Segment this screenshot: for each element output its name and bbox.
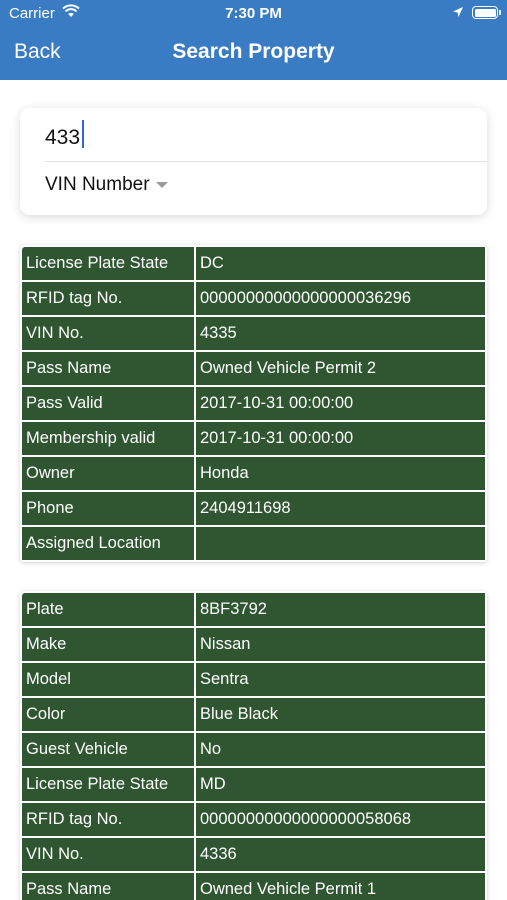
row-value: Nissan	[196, 628, 485, 661]
row-value: 2404911698	[196, 492, 485, 525]
search-input[interactable]	[45, 122, 465, 154]
result-table	[20, 591, 487, 900]
row-label: Membership valid	[22, 422, 194, 455]
row-value: 2017-10-31 00:00:00	[196, 387, 485, 420]
table-row	[22, 873, 485, 900]
row-value: 00000000000000000058068	[196, 803, 485, 836]
location-arrow-icon	[452, 5, 464, 22]
row-value: Owned Vehicle Permit 1	[196, 873, 485, 900]
row-label: Pass Name	[22, 352, 194, 385]
table-row	[22, 803, 485, 836]
row-label: Plate	[22, 593, 194, 626]
table-row	[22, 698, 485, 731]
row-value: 00000000000000000036296	[196, 282, 485, 315]
row-value: Sentra	[196, 663, 485, 696]
table-row	[22, 352, 485, 385]
row-label: License Plate State	[22, 247, 194, 280]
row-label: VIN No.	[22, 317, 194, 350]
table-row	[22, 247, 485, 280]
row-value: DC	[196, 247, 485, 280]
search-field-dropdown[interactable]	[45, 174, 168, 196]
top-bar	[0, 0, 507, 80]
row-label: RFID tag No.	[22, 803, 194, 836]
dropdown-arrow-icon	[156, 182, 168, 188]
search-field-label: VIN Number	[45, 174, 150, 195]
row-value	[196, 527, 485, 560]
row-label: License Plate State	[22, 768, 194, 801]
row-label: RFID tag No.	[22, 282, 194, 315]
table-row	[22, 457, 485, 490]
status-bar	[0, 0, 507, 28]
row-value: 8BF3792	[196, 593, 485, 626]
row-label: Make	[22, 628, 194, 661]
row-label: VIN No.	[22, 838, 194, 871]
row-label: Guest Vehicle	[22, 733, 194, 766]
row-value: Owned Vehicle Permit 2	[196, 352, 485, 385]
row-label: Owner	[22, 457, 194, 490]
row-value: MD	[196, 768, 485, 801]
table-row	[22, 628, 485, 661]
table-row	[22, 733, 485, 766]
row-value: Honda	[196, 457, 485, 490]
text-cursor	[82, 120, 84, 148]
table-row	[22, 422, 485, 455]
table-row	[22, 663, 485, 696]
search-card	[20, 108, 487, 215]
table-row	[22, 593, 485, 626]
row-value: 4336	[196, 838, 485, 871]
clock: 7:30 PM	[225, 5, 282, 22]
result-card	[20, 591, 487, 900]
table-row	[22, 768, 485, 801]
row-label: Color	[22, 698, 194, 731]
table-row	[22, 527, 485, 560]
back-button[interactable]: Back	[14, 40, 61, 63]
row-label: Model	[22, 663, 194, 696]
carrier-label: Carrier	[9, 5, 55, 22]
row-label: Assigned Location	[22, 527, 194, 560]
row-label: Phone	[22, 492, 194, 525]
row-value: No	[196, 733, 485, 766]
page-title: Search Property	[172, 40, 335, 63]
row-value: 2017-10-31 00:00:00	[196, 422, 485, 455]
table-row	[22, 282, 485, 315]
row-value: 4335	[196, 317, 485, 350]
search-divider	[45, 161, 487, 162]
row-label: Pass Valid	[22, 387, 194, 420]
table-row	[22, 317, 485, 350]
row-label: Pass Name	[22, 873, 194, 900]
row-value: Blue Black	[196, 698, 485, 731]
table-row	[22, 492, 485, 525]
table-row	[22, 387, 485, 420]
table-row	[22, 838, 485, 871]
result-table	[20, 245, 487, 562]
result-card	[20, 245, 487, 562]
battery-icon	[472, 6, 498, 19]
